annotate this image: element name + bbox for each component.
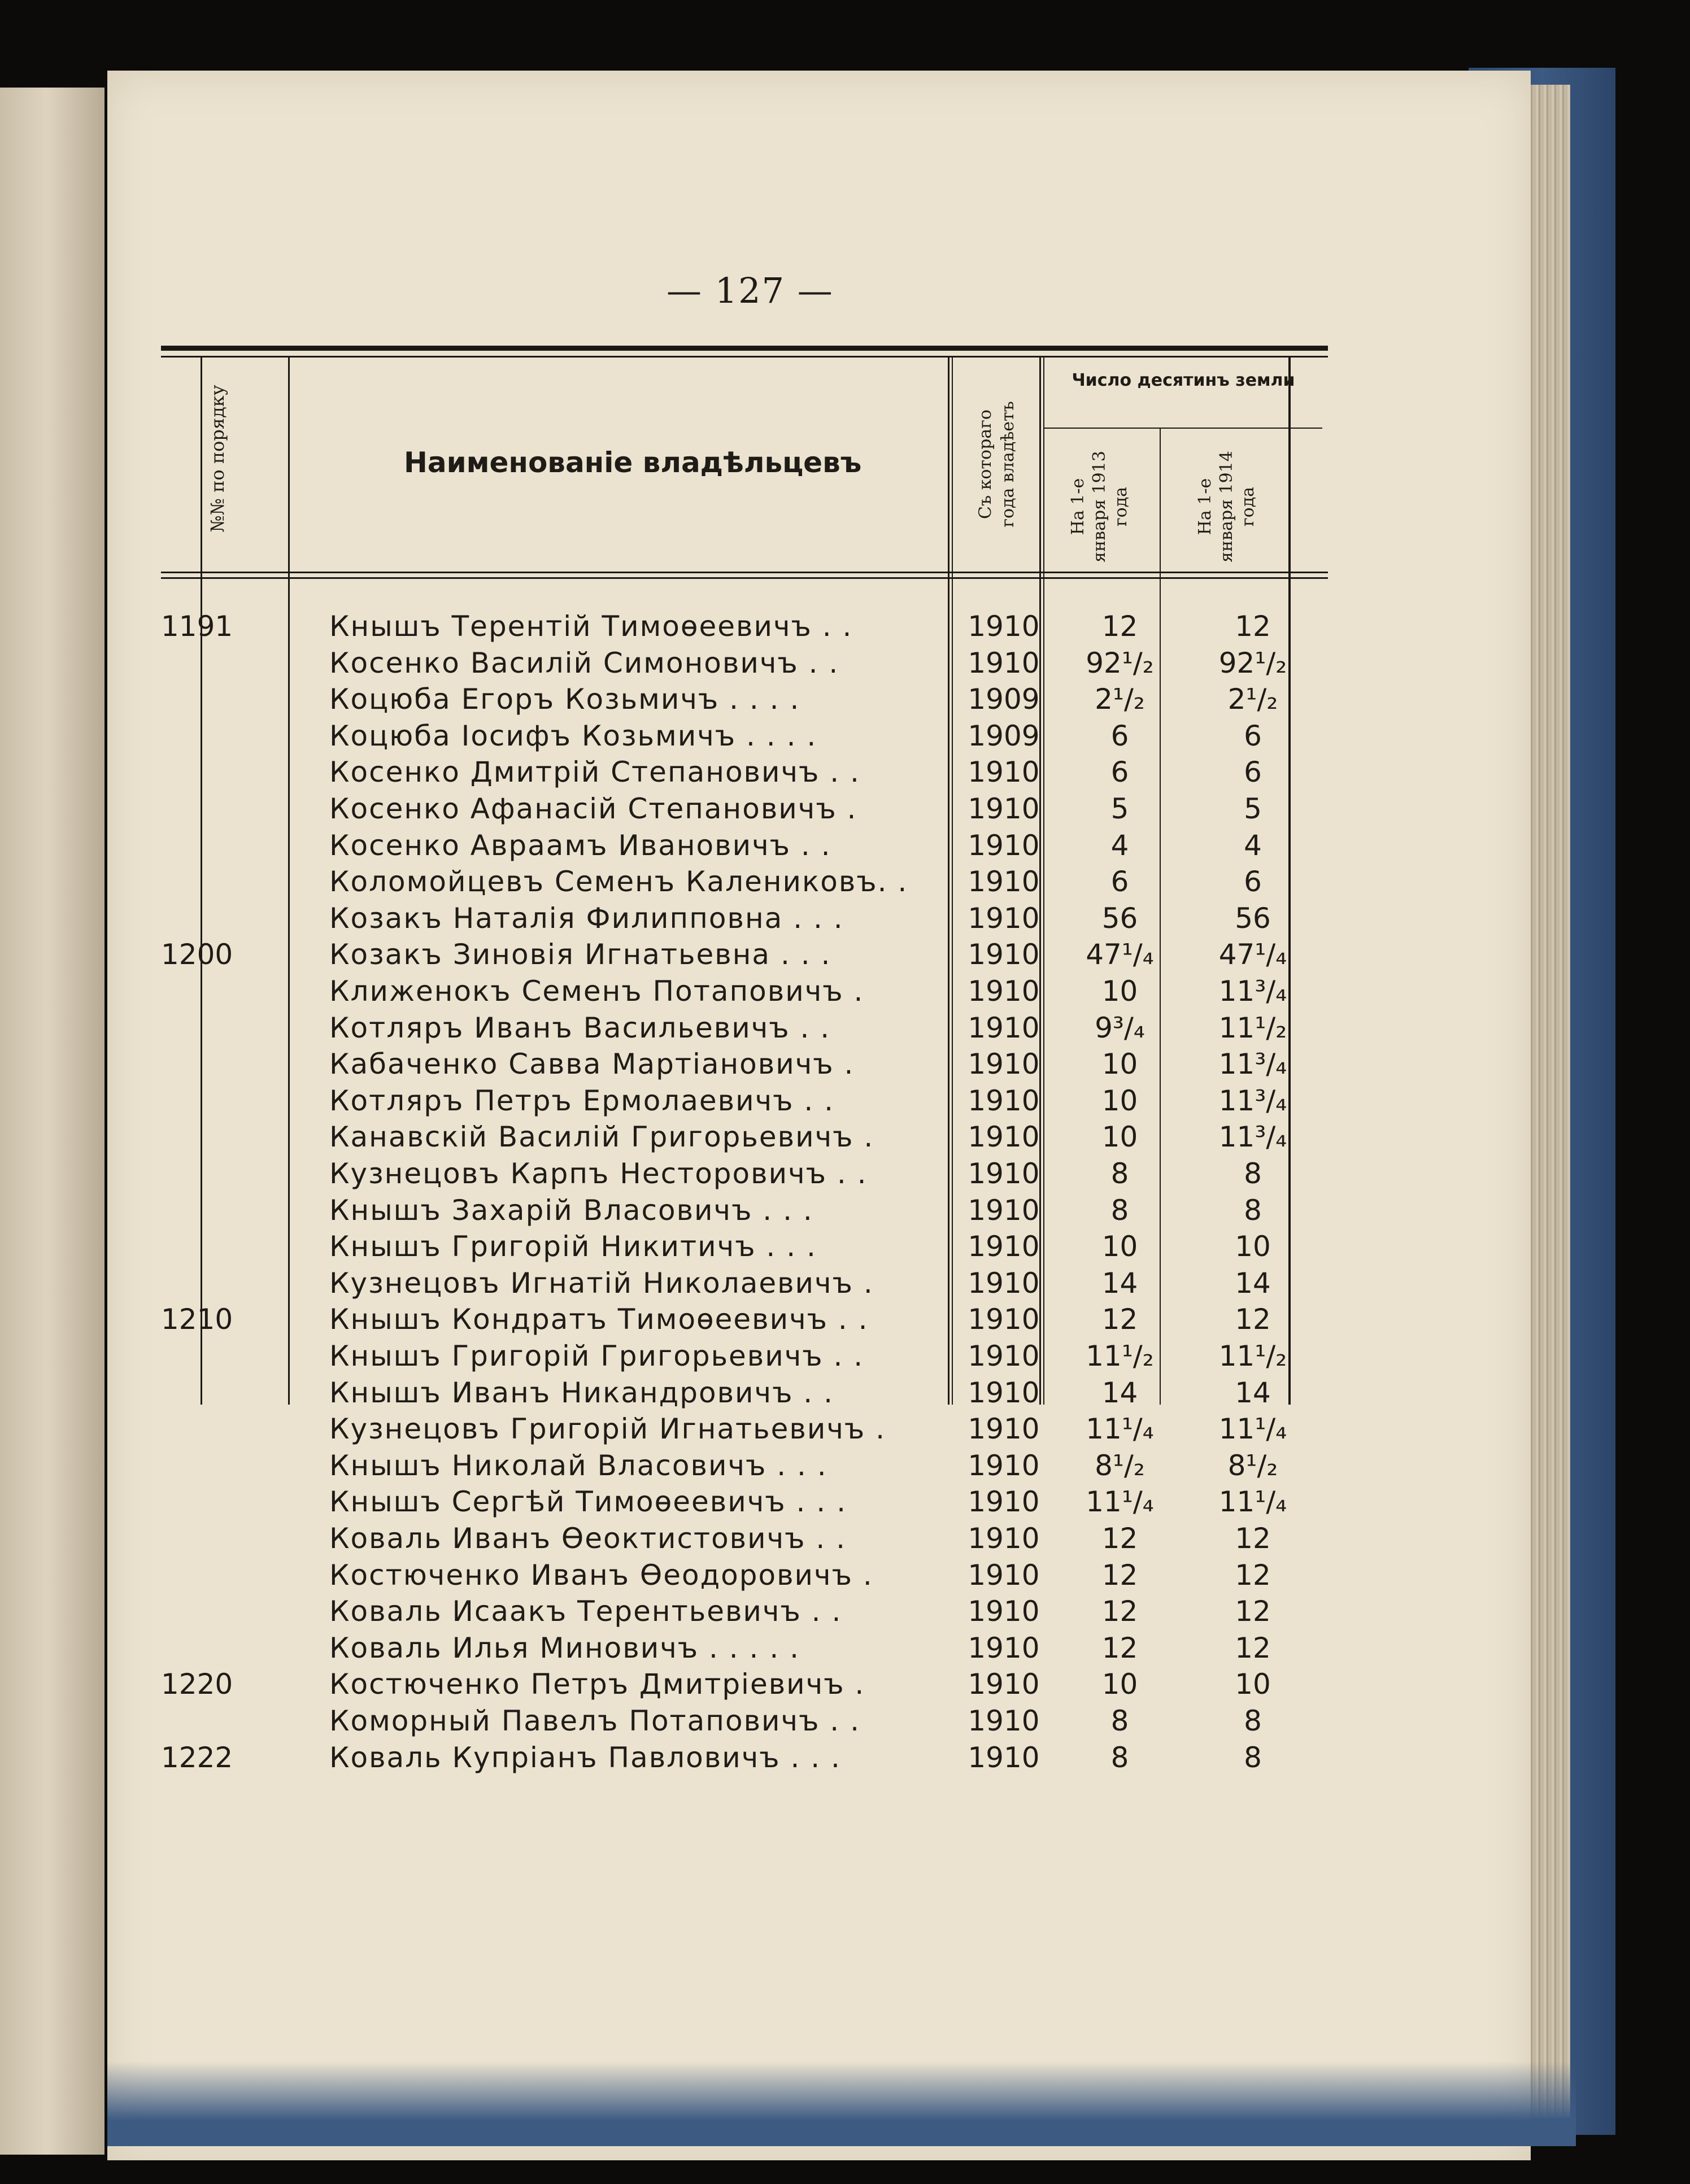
table-row <box>161 864 1328 900</box>
since-year: 1910 <box>968 1266 1040 1300</box>
land-1914: 11¹/₂ <box>1218 1011 1287 1044</box>
owner-name: Кнышъ Григорій Никитичъ . . . <box>329 1230 817 1263</box>
since-year: 1910 <box>968 1741 1040 1774</box>
owner-name: Кузнецовъ Игнатій Николаевичъ . <box>329 1266 874 1300</box>
land-1914: 12 <box>1235 1303 1271 1336</box>
table-row <box>161 645 1328 681</box>
land-1913: 5 <box>1110 792 1129 825</box>
since-year: 1910 <box>968 1303 1040 1336</box>
table-row <box>161 1301 1328 1337</box>
land-1913: 12 <box>1101 1303 1138 1336</box>
since-year: 1910 <box>968 756 1040 789</box>
land-1913: 11¹/₂ <box>1086 1340 1154 1372</box>
since-year: 1910 <box>968 1193 1040 1227</box>
land-1914: 14 <box>1235 1376 1271 1409</box>
table-row <box>161 1666 1328 1702</box>
since-year: 1910 <box>968 1449 1040 1482</box>
since-year: 1910 <box>968 938 1040 971</box>
land-1913: 9³/₄ <box>1095 1011 1145 1044</box>
table-row <box>161 1484 1328 1520</box>
land-1914: 6 <box>1244 865 1262 899</box>
table-row <box>161 754 1328 790</box>
land-1913: 6 <box>1110 719 1129 752</box>
owner-name: Коцюба Іосифъ Козьмичъ . . . . <box>329 719 817 752</box>
land-1913: 10 <box>1101 1121 1138 1154</box>
land-1913: 11¹/₄ <box>1086 1485 1154 1519</box>
owner-name: Костюченко Иванъ Ѳеодоровичъ . <box>329 1558 873 1592</box>
page-number: — 127 — <box>667 270 834 311</box>
header-rule-2 <box>161 577 1328 579</box>
row-number: 1210 <box>161 1303 233 1336</box>
table-row <box>161 1630 1328 1666</box>
owner-name: Косенко Василій Симоновичъ . . <box>329 646 839 679</box>
table-row <box>161 1119 1328 1155</box>
land-1914-header-text: На 1-е января 1914 года <box>1195 451 1258 563</box>
land-1914: 8 <box>1244 1157 1262 1190</box>
owner-name: Кнышъ Кондратъ Тимоѳеевичъ . . <box>329 1303 869 1336</box>
since-year: 1910 <box>968 1048 1040 1081</box>
owner-name: Костюченко Петръ Дмитріевичъ . <box>329 1668 865 1701</box>
land-1913: 6 <box>1110 865 1129 899</box>
land-1914: 8¹/₂ <box>1227 1449 1278 1482</box>
land-1913: 8¹/₂ <box>1095 1449 1145 1482</box>
land-1913: 10 <box>1101 975 1138 1008</box>
land-1914: 11¹/₂ <box>1218 1340 1287 1372</box>
owner-name: Кнышъ Иванъ Никандровичъ . . <box>329 1376 834 1409</box>
land-1914: 11³/₄ <box>1218 975 1287 1008</box>
row-number: 1220 <box>161 1668 233 1701</box>
land-1913: 56 <box>1101 901 1138 935</box>
table-row <box>161 1448 1328 1484</box>
land-1914: 5 <box>1244 792 1262 825</box>
land-1914: 8 <box>1244 1741 1262 1774</box>
table-row <box>161 1265 1328 1301</box>
row-number: 1191 <box>161 610 233 643</box>
table-row <box>161 681 1328 717</box>
table-row <box>161 1740 1328 1776</box>
top-rule-thick <box>161 346 1328 351</box>
land-group-rule <box>1043 428 1322 429</box>
table-row <box>161 1083 1328 1119</box>
land-1913: 12 <box>1101 610 1138 643</box>
owner-name: Коваль Иванъ Ѳеоктистовичъ . . <box>329 1522 847 1555</box>
owner-name: Кнышъ Николай Власовичъ . . . <box>329 1449 827 1482</box>
land-1914-header <box>1195 442 1262 572</box>
land-1913: 6 <box>1110 756 1129 789</box>
since-year: 1910 <box>968 975 1040 1008</box>
land-1914: 4 <box>1244 829 1262 862</box>
land-1914: 10 <box>1235 1668 1271 1701</box>
owner-name: Косенко Дмитрій Степановичъ . . <box>329 756 860 789</box>
land-1914: 11³/₄ <box>1218 1084 1287 1117</box>
table-row <box>161 1557 1328 1593</box>
table-row <box>161 1703 1328 1739</box>
table-row <box>161 1375 1328 1411</box>
top-rule-thin <box>161 356 1328 358</box>
owner-name: Кабаченко Савва Мартіановичъ . <box>329 1048 855 1081</box>
register-table <box>161 346 1328 1774</box>
owner-name: Козакъ Зиновія Игнатьевна . . . <box>329 938 831 971</box>
since-year: 1910 <box>968 1705 1040 1737</box>
table-row <box>161 973 1328 1009</box>
land-1913: 10 <box>1101 1668 1138 1701</box>
land-1913: 47¹/₄ <box>1086 938 1154 971</box>
owner-name: Косенко Авраамъ Ивановичъ . . <box>329 829 831 862</box>
owner-name-header: Наименованіе владѣльцевъ <box>404 446 862 479</box>
since-year: 1910 <box>968 1668 1040 1701</box>
land-1913: 10 <box>1101 1048 1138 1081</box>
since-year: 1910 <box>968 901 1040 935</box>
since-year: 1910 <box>968 1011 1040 1044</box>
land-1913: 12 <box>1101 1595 1138 1628</box>
row-number-header: №№ по порядку <box>207 385 228 533</box>
land-1914: 12 <box>1235 1631 1271 1664</box>
owner-name: Кузнецовъ Карпъ Несторовичъ . . <box>329 1157 868 1190</box>
since-year: 1910 <box>968 829 1040 862</box>
owner-name: Коморный Павелъ Потаповичъ . . <box>329 1705 860 1737</box>
since-year: 1910 <box>968 1558 1040 1592</box>
table-row <box>161 1338 1328 1374</box>
land-1914: 2¹/₂ <box>1227 683 1278 716</box>
land-1914: 8 <box>1244 1193 1262 1227</box>
table-row <box>161 608 1328 644</box>
land-1913: 12 <box>1101 1522 1138 1555</box>
land-1914: 12 <box>1235 1595 1271 1628</box>
since-year: 1910 <box>968 1230 1040 1263</box>
land-1913: 4 <box>1110 829 1129 862</box>
left-page-edge <box>0 88 104 2155</box>
owner-name: Канавскій Василій Григорьевичъ . <box>329 1121 874 1154</box>
land-1913-header <box>1068 442 1135 572</box>
owner-name: Кнышъ Захарій Власовичъ . . . <box>329 1193 813 1227</box>
land-1914: 47¹/₄ <box>1218 938 1287 971</box>
land-1913: 8 <box>1110 1157 1129 1190</box>
since-year: 1910 <box>968 1340 1040 1372</box>
owner-name: Кнышъ Сергѣй Тимоѳеевичъ . . . <box>329 1485 847 1519</box>
owner-name: Косенко Афанасій Степановичъ . <box>329 792 857 825</box>
since-year: 1910 <box>968 646 1040 679</box>
since-year: 1910 <box>968 1157 1040 1190</box>
since-year: 1910 <box>968 610 1040 643</box>
land-1914: 12 <box>1235 1522 1271 1555</box>
land-1914: 11¹/₄ <box>1218 1485 1287 1519</box>
land-1914: 6 <box>1244 719 1262 752</box>
since-year: 1910 <box>968 1084 1040 1117</box>
land-1913: 10 <box>1101 1230 1138 1263</box>
land-1914: 14 <box>1235 1266 1271 1300</box>
land-1913: 8 <box>1110 1705 1129 1737</box>
land-1913: 8 <box>1110 1193 1129 1227</box>
table-row <box>161 1228 1328 1265</box>
owner-name: Коваль Купріанъ Павловичъ . . . <box>329 1741 841 1774</box>
owner-name: Коваль Илья Миновичъ . . . . . <box>329 1631 800 1664</box>
land-1913: 12 <box>1101 1631 1138 1664</box>
header-rule-1 <box>161 572 1328 573</box>
table-row <box>161 1192 1328 1228</box>
since-year: 1910 <box>968 1522 1040 1555</box>
since-year: 1910 <box>968 865 1040 899</box>
table-row <box>161 718 1328 754</box>
land-1914: 6 <box>1244 756 1262 789</box>
land-1914: 11³/₄ <box>1218 1121 1287 1154</box>
since-year: 1910 <box>968 792 1040 825</box>
land-1913: 11¹/₄ <box>1086 1413 1154 1446</box>
table-row <box>161 1520 1328 1557</box>
owner-name: Кнышъ Григорій Григорьевичъ . . <box>329 1340 864 1372</box>
row-number: 1200 <box>161 938 233 971</box>
land-1914: 12 <box>1235 1558 1271 1592</box>
owner-name: Кузнецовъ Григорій Игнатьевичъ . <box>329 1413 886 1446</box>
land-1914: 8 <box>1244 1705 1262 1737</box>
land-1914: 10 <box>1235 1230 1271 1263</box>
cover-bottom <box>107 2061 1576 2146</box>
land-1913: 2¹/₂ <box>1095 683 1145 716</box>
table-row <box>161 791 1328 827</box>
since-year: 1910 <box>968 1485 1040 1519</box>
table-row <box>161 1411 1328 1447</box>
table-row <box>161 936 1328 973</box>
since-year: 1909 <box>968 719 1040 752</box>
land-1914: 12 <box>1235 610 1271 643</box>
land-group-header: Число десятинъ земли <box>1072 370 1295 390</box>
since-year-header <box>974 374 1020 555</box>
land-1913-header-text: На 1-е января 1913 года <box>1068 451 1131 563</box>
since-year: 1910 <box>968 1121 1040 1154</box>
owner-name: Коваль Исаакъ Терентьевичъ . . <box>329 1595 842 1628</box>
land-1913: 14 <box>1101 1266 1138 1300</box>
owner-name: Коломойцевъ Семенъ Калениковъ. . <box>329 865 908 899</box>
table-row <box>161 1046 1328 1082</box>
land-1914: 92¹/₂ <box>1218 646 1287 679</box>
land-1913: 8 <box>1110 1741 1129 1774</box>
land-1913: 10 <box>1101 1084 1138 1117</box>
since-year-header-text: Съ котораго года владѣетъ <box>975 401 1018 528</box>
owner-name: Коцюба Егоръ Козьмичъ . . . . <box>329 683 800 716</box>
owner-name: Клиженокъ Семенъ Потаповичъ . <box>329 975 864 1008</box>
table-row <box>161 900 1328 936</box>
table-row <box>161 827 1328 864</box>
land-1914: 11³/₄ <box>1218 1048 1287 1081</box>
since-year: 1910 <box>968 1631 1040 1664</box>
land-1914: 11¹/₄ <box>1218 1413 1287 1446</box>
table-row <box>161 1156 1328 1192</box>
row-number: 1222 <box>161 1741 233 1774</box>
since-year: 1910 <box>968 1413 1040 1446</box>
owner-name: Кнышъ Терентій Тимоѳеевичъ . . <box>329 610 853 643</box>
land-1913: 12 <box>1101 1558 1138 1592</box>
table-row <box>161 1010 1328 1046</box>
since-year: 1910 <box>968 1376 1040 1409</box>
owner-name: Козакъ Наталія Филипповна . . . <box>329 901 844 935</box>
owner-name: Котляръ Иванъ Васильевичъ . . <box>329 1011 831 1044</box>
since-year: 1910 <box>968 1595 1040 1628</box>
land-1913: 14 <box>1101 1376 1138 1409</box>
table-row <box>161 1593 1328 1629</box>
land-1914: 56 <box>1235 901 1271 935</box>
owner-name: Котляръ Петръ Ермолаевичъ . . <box>329 1084 835 1117</box>
since-year: 1909 <box>968 683 1040 716</box>
land-1913: 92¹/₂ <box>1086 646 1154 679</box>
